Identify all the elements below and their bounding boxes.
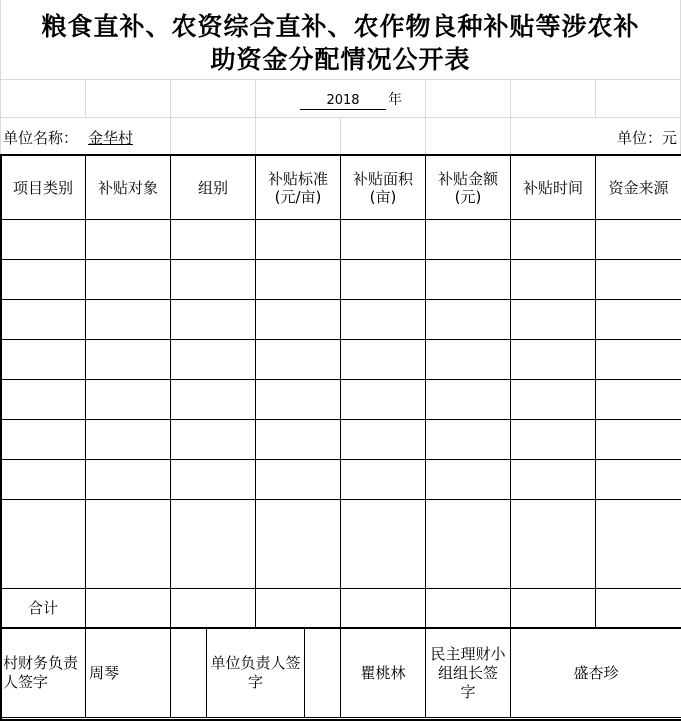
- header-group: 组别: [171, 156, 256, 220]
- cell[interactable]: [596, 420, 681, 460]
- cell[interactable]: [511, 460, 596, 500]
- gridline: [255, 79, 256, 155]
- cell[interactable]: [511, 589, 596, 628]
- group-leader-label: 民主理财小组组长签 字: [426, 629, 511, 718]
- cell[interactable]: [256, 500, 341, 589]
- total-label: 合计: [1, 589, 86, 628]
- gridline: [425, 79, 426, 155]
- header-standard: 补贴标准 (元/亩): [256, 156, 341, 220]
- table-row: [1, 300, 681, 340]
- cell[interactable]: [1, 380, 86, 420]
- cell[interactable]: [341, 300, 426, 340]
- cell[interactable]: [256, 260, 341, 300]
- cell[interactable]: [426, 340, 511, 380]
- cell[interactable]: [256, 380, 341, 420]
- currency-unit-label: 单位：元: [617, 127, 677, 148]
- cell[interactable]: [305, 629, 341, 718]
- cell[interactable]: [86, 300, 171, 340]
- cell[interactable]: [256, 460, 341, 500]
- cell[interactable]: [596, 380, 681, 420]
- cell[interactable]: [1, 460, 86, 500]
- cell[interactable]: [426, 460, 511, 500]
- gridline: [510, 79, 511, 155]
- gridline: [595, 79, 596, 117]
- cell[interactable]: [171, 380, 256, 420]
- header-source: 资金来源: [596, 156, 681, 220]
- cell[interactable]: [86, 380, 171, 420]
- unit-head-name[interactable]: 瞿桃林: [341, 629, 426, 718]
- gridline: [170, 79, 171, 155]
- cell[interactable]: [426, 500, 511, 589]
- cell[interactable]: [596, 260, 681, 300]
- subsidy-table: [0, 155, 681, 628]
- cell[interactable]: [426, 220, 511, 260]
- header-category: 项目类别: [1, 156, 86, 220]
- cell[interactable]: [1, 420, 86, 460]
- cell[interactable]: [1, 220, 86, 260]
- cell[interactable]: [341, 220, 426, 260]
- cell[interactable]: [341, 589, 426, 628]
- table-row: [1, 220, 681, 260]
- cell[interactable]: [256, 589, 341, 628]
- cell[interactable]: [1, 300, 86, 340]
- year-field: [300, 89, 402, 110]
- cell[interactable]: [426, 300, 511, 340]
- cell[interactable]: [596, 220, 681, 260]
- cell[interactable]: [426, 420, 511, 460]
- cell[interactable]: [86, 340, 171, 380]
- cell[interactable]: [171, 500, 256, 589]
- finance-head-label: 村财务负责人签字: [1, 629, 86, 718]
- cell[interactable]: [1, 260, 86, 300]
- table-row: [1, 340, 681, 380]
- table-row: [1, 500, 681, 589]
- cell[interactable]: [171, 460, 256, 500]
- cell[interactable]: [341, 460, 426, 500]
- cell[interactable]: [256, 220, 341, 260]
- cell[interactable]: [511, 380, 596, 420]
- cell[interactable]: [511, 500, 596, 589]
- year-suffix: 年: [388, 92, 402, 108]
- table-header-row: [1, 156, 681, 220]
- header-amount: 补贴金额 (元): [426, 156, 511, 220]
- cell[interactable]: [256, 420, 341, 460]
- cell[interactable]: [256, 300, 341, 340]
- cell[interactable]: [171, 629, 207, 718]
- total-row: [1, 589, 681, 628]
- cell[interactable]: [596, 300, 681, 340]
- page-title-line2: 助资金分配情况公开表: [0, 45, 681, 75]
- cell[interactable]: [341, 420, 426, 460]
- cell[interactable]: [426, 589, 511, 628]
- cell[interactable]: [86, 220, 171, 260]
- cell[interactable]: [511, 340, 596, 380]
- gridline: [85, 79, 86, 117]
- signature-table: [0, 628, 681, 718]
- cell[interactable]: [511, 300, 596, 340]
- cell[interactable]: [171, 220, 256, 260]
- cell[interactable]: [171, 420, 256, 460]
- cell[interactable]: [596, 500, 681, 589]
- cell[interactable]: [341, 500, 426, 589]
- table-row: [1, 380, 681, 420]
- table-row: [1, 460, 681, 500]
- cell[interactable]: [511, 220, 596, 260]
- gridline: [340, 117, 341, 155]
- header-time: 补贴时间: [511, 156, 596, 220]
- header-target: 补贴对象: [86, 156, 171, 220]
- unit-name-label: 单位名称：: [3, 127, 78, 148]
- table-row: [1, 260, 681, 300]
- cell[interactable]: [426, 380, 511, 420]
- unit-head-label: 单位负责人签字: [207, 629, 305, 718]
- cell[interactable]: [86, 589, 171, 628]
- cell[interactable]: [426, 260, 511, 300]
- cell[interactable]: [86, 460, 171, 500]
- cell[interactable]: [171, 340, 256, 380]
- cell[interactable]: [341, 260, 426, 300]
- cell[interactable]: [86, 420, 171, 460]
- table-row: [1, 420, 681, 460]
- page-title-line1: 粮食直补、农资综合直补、农作物良种补贴等涉农补: [0, 12, 681, 42]
- cell[interactable]: [596, 460, 681, 500]
- finance-head-name[interactable]: 周琴: [86, 629, 171, 718]
- cell[interactable]: [171, 260, 256, 300]
- cell[interactable]: [171, 300, 256, 340]
- cell[interactable]: [341, 340, 426, 380]
- group-leader-name[interactable]: 盛杏珍: [511, 629, 681, 718]
- cell[interactable]: [596, 340, 681, 380]
- cell[interactable]: [341, 380, 426, 420]
- unit-name-value: 金华村: [88, 127, 133, 148]
- cell[interactable]: [86, 260, 171, 300]
- cell[interactable]: [256, 340, 341, 380]
- cell[interactable]: [511, 260, 596, 300]
- cell[interactable]: [511, 420, 596, 460]
- cell[interactable]: [1, 500, 86, 589]
- gridline: [0, 79, 681, 80]
- cell[interactable]: [1, 340, 86, 380]
- cell[interactable]: [171, 589, 256, 628]
- cell[interactable]: [596, 589, 681, 628]
- cell[interactable]: [86, 500, 171, 589]
- header-area: 补贴面积 (亩): [341, 156, 426, 220]
- year-value: 2018: [300, 93, 386, 110]
